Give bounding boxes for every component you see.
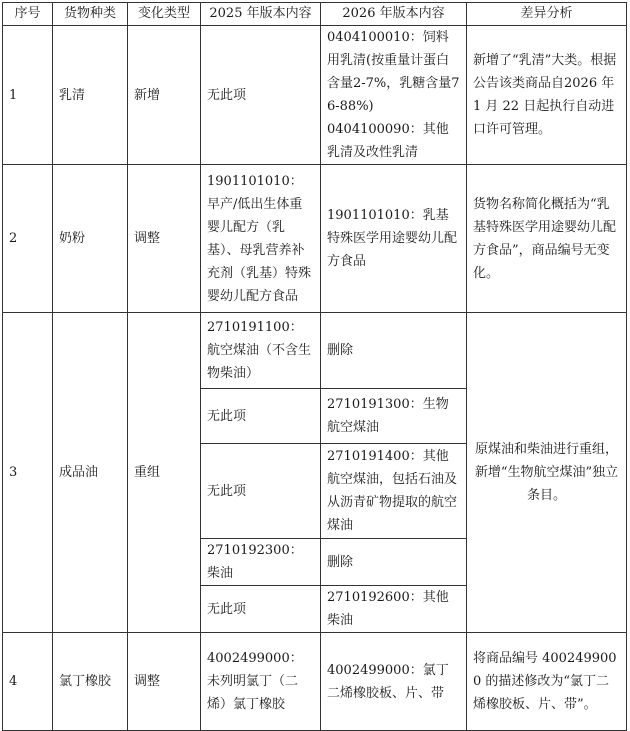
cell-2025: 4002499000：未列明氯丁（二烯）氯丁橡胶 (201, 633, 321, 731)
cell-2026: 2710191400：其他航空煤油，包括石油及从沥青矿物提取的航空煤油 (321, 444, 467, 539)
table-row (3, 633, 627, 731)
cell-analysis: 原煤油和柴油进行重组，新增“生物航空煤油”独立条目。 (467, 313, 627, 633)
header-2026: 2026 年版本内容 (321, 3, 467, 26)
cell-type: 乳清 (53, 26, 128, 165)
header-type: 货物种类 (53, 3, 128, 26)
table-row (3, 313, 627, 389)
cell-2026: 删除 (321, 539, 467, 586)
cell-2026: 0404100010：饲料用乳清(按重量计蛋白含量2-7%，乳糖含量76-88%) 0404100090：其他乳清及改性乳清 (321, 26, 467, 165)
cell-2025: 无此项 (201, 389, 321, 444)
cell-2025: 1901101010：早产/低出生体重婴儿配方（乳基）、母乳营养补充剂（乳基）特殊婴幼儿配方食品 (201, 165, 321, 313)
cell-type: 奶粉 (53, 165, 128, 313)
cell-change: 调整 (128, 165, 201, 313)
header-row (3, 3, 627, 26)
cell-type: 成品油 (53, 313, 128, 633)
cell-analysis: 新增了“乳清”大类。根据公告该类商品自2026 年 1 月 22 日起执行自动进口许可管理。 (467, 26, 627, 165)
cell-num: 4 (3, 633, 53, 731)
cell-2025: 2710191100：航空煤油（不含生物柴油） (201, 313, 321, 389)
cell-2025: 2710192300：柴油 (201, 539, 321, 586)
cell-2026: 4002499000：氯丁二烯橡胶板、片、带 (321, 633, 467, 731)
header-2025: 2025 年版本内容 (201, 3, 321, 26)
cell-2026: 删除 (321, 313, 467, 389)
header-analysis: 差异分析 (467, 3, 627, 26)
cell-2025: 无此项 (201, 444, 321, 539)
table-row (3, 165, 627, 313)
cell-2025: 无此项 (201, 26, 321, 165)
cell-change: 重组 (128, 313, 201, 633)
header-num: 序号 (3, 3, 53, 26)
comparison-table (2, 2, 627, 731)
table-row (3, 26, 627, 165)
cell-2026: 2710191300：生物航空煤油 (321, 389, 467, 444)
header-change: 变化类型 (128, 3, 201, 26)
cell-num: 2 (3, 165, 53, 313)
cell-num: 1 (3, 26, 53, 165)
cell-num: 3 (3, 313, 53, 633)
cell-change: 调整 (128, 633, 201, 731)
cell-2025: 无此项 (201, 586, 321, 633)
cell-analysis: 将商品编号 4002499000 的描述修改为“氯丁二烯橡胶板、片、带”。 (467, 633, 627, 731)
cell-change: 新增 (128, 26, 201, 165)
cell-2026: 1901101010：乳基特殊医学用途婴幼儿配方食品 (321, 165, 467, 313)
cell-type: 氯丁橡胶 (53, 633, 128, 731)
cell-2026: 2710192600：其他柴油 (321, 586, 467, 633)
cell-analysis: 货物名称简化概括为“乳基特殊医学用途婴幼儿配方食品”，商品编号无变化。 (467, 165, 627, 313)
